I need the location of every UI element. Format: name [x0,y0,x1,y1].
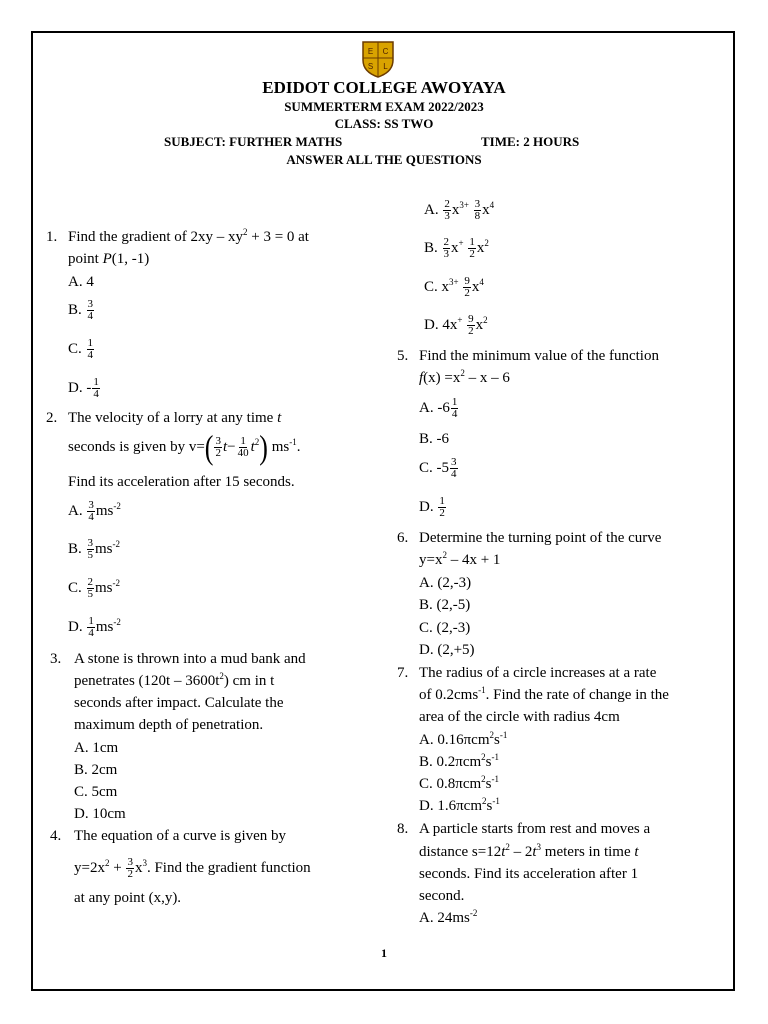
q3-option-d: D. 10cm [74,806,126,822]
q5-number: 5. [397,348,409,364]
q6-option-d: D. (2,+5) [419,642,475,658]
q4-line3: at any point (x,y). [74,890,182,906]
q8-number: 8. [397,821,409,837]
q8-option-a: A. $24ms^{-2}$ [419,908,478,926]
q8-line1: A particle starts from rest and moves a [419,821,651,837]
q8-line3: seconds. Find its acceleration after 1 [419,866,639,882]
q7-line3: area of the circle with radius 4cm [419,709,620,725]
q1-line1: Find the gradient of $2xy - xy^2 + 3 = 0$ at [68,227,309,245]
q5-line1: Find the minimum value of the function [419,348,659,364]
svg-text:E: E [367,47,374,56]
svg-text:L: L [383,62,388,71]
q6-option-c: C. (2,-3) [419,620,471,636]
exam-title: SUMMERTERM EXAM 2022/2023 [284,99,484,114]
q4-option-b: B. $\frac{2}{3}$ x+ $\frac{1}{2}$ $x^2$ [424,236,489,261]
q5-line2: $f(x) =x^2 - x - 6$ [419,368,510,386]
q3-number: 3. [50,651,62,667]
q2-option-c: C. $\frac{2}{5}$ $ms^{-2}$ [68,576,121,601]
q4-line1: The equation of a curve is given by [74,828,287,844]
q2-line3: Find its acceleration after 15 seconds. [68,474,295,490]
q5-option-a: A. -6 $\frac{1}{4}$ [419,396,458,421]
q1-option-a: A. 4 [68,274,94,290]
q1-option-c: C. $\frac{1}{4}$ [68,337,94,362]
school-name: EDIDOT COLLEGE AWOYAYA [262,78,506,97]
q8-line2: distance $s=12t^2 - 2t^3$ meters in time t [419,842,639,860]
q2-option-d: D. $\frac{1}{4}$ $ms^{-2}$ [68,615,121,640]
class-label: CLASS: SS TWO [334,116,434,131]
q7-line1: The radius of a circle increases at a rate [419,665,657,681]
q5-option-b: B. -6 [419,431,449,447]
q4-option-d: D. 4x+ $\frac{9}{2}$ $x^2$ [424,313,488,338]
q3-option-a: A. 1cm [74,740,119,756]
q2-option-b: B. $\frac{3}{5}$ $ms^{-2}$ [68,537,121,562]
q4-number: 4. [50,828,62,844]
instruction: ANSWER ALL THE QUESTIONS [286,152,482,167]
subject-label: SUBJECT: FURTHER MATHS [164,134,343,149]
q7-option-a: A. $0.16\pi cm^2s^{-1}$ [419,730,508,748]
q1-number: 1. [46,229,58,245]
q7-option-b: B. $0.2\pi cm^2s^{-1}$ [419,752,499,770]
q5-option-c: C. -5 $\frac{3}{4}$ [419,456,457,481]
q3-line3: seconds after impact. Calculate the [74,695,284,711]
q3-option-b: B. 2cm [74,762,118,778]
q2-line1: The velocity of a lorry at any time t [68,410,282,426]
q1-line2: point P(1, -1) [68,251,150,267]
svg-text:S: S [367,62,374,71]
q6-line1: Determine the turning point of the curve [419,530,662,546]
q3-line2: penetrates $(120t - 3600t^2)$ cm in t [74,671,275,689]
q2-option-a: A. $\frac{3}{4}$ $ms^{-2}$ [68,499,121,524]
q6-option-a: A. (2,-3) [419,575,472,591]
q7-option-c: C. $0.8\pi cm^2s^{-1}$ [419,774,499,792]
svg-text:C: C [382,47,389,56]
q7-option-d: D. $1.6\pi cm^2s^{-1}$ [419,796,500,814]
q4-option-c: C. $x^{3+}$ $\frac{9}{2}$ $x^4$ [424,275,484,300]
q3-line1: A stone is thrown into a mud bank and [74,651,306,667]
q1-option-d: D. - $\frac{1}{4}$ [68,376,99,401]
q1-option-b: B. $\frac{3}{4}$ [68,298,94,323]
q2-line2: seconds is given by v=( $\frac{3}{2}$ t− $\frac{1}{40}$ $t^2$) $ms^{-1}$. [68,428,301,466]
q7-number: 7. [397,665,409,681]
q6-option-b: B. (2,-5) [419,597,471,613]
q2-number: 2. [46,410,58,426]
school-crest-logo [361,40,395,78]
q6-line2: $y=x^2 - 4x + 1$ [419,550,501,568]
q4-line2: $y=2x^2$ + $\frac{3}{2}$ $x^3$. Find the gradient function [74,856,311,881]
page-number: 1 [381,946,387,960]
q3-option-c: C. 5cm [74,784,118,800]
q6-number: 6. [397,530,409,546]
q4-option-a: A. $\frac{2}{3}$ $x^{3+}$ $\frac{3}{8}$ $x^4$ [424,198,495,223]
q3-line4: maximum depth of penetration. [74,717,264,733]
q7-line2: of 0.2cms$^{-1}$. Find the rate of change in the [419,685,669,703]
time-label: TIME: 2 HOURS [481,134,580,149]
q8-line4: second. [419,888,465,904]
q5-option-d: D. $\frac{1}{2}$ [419,495,445,520]
